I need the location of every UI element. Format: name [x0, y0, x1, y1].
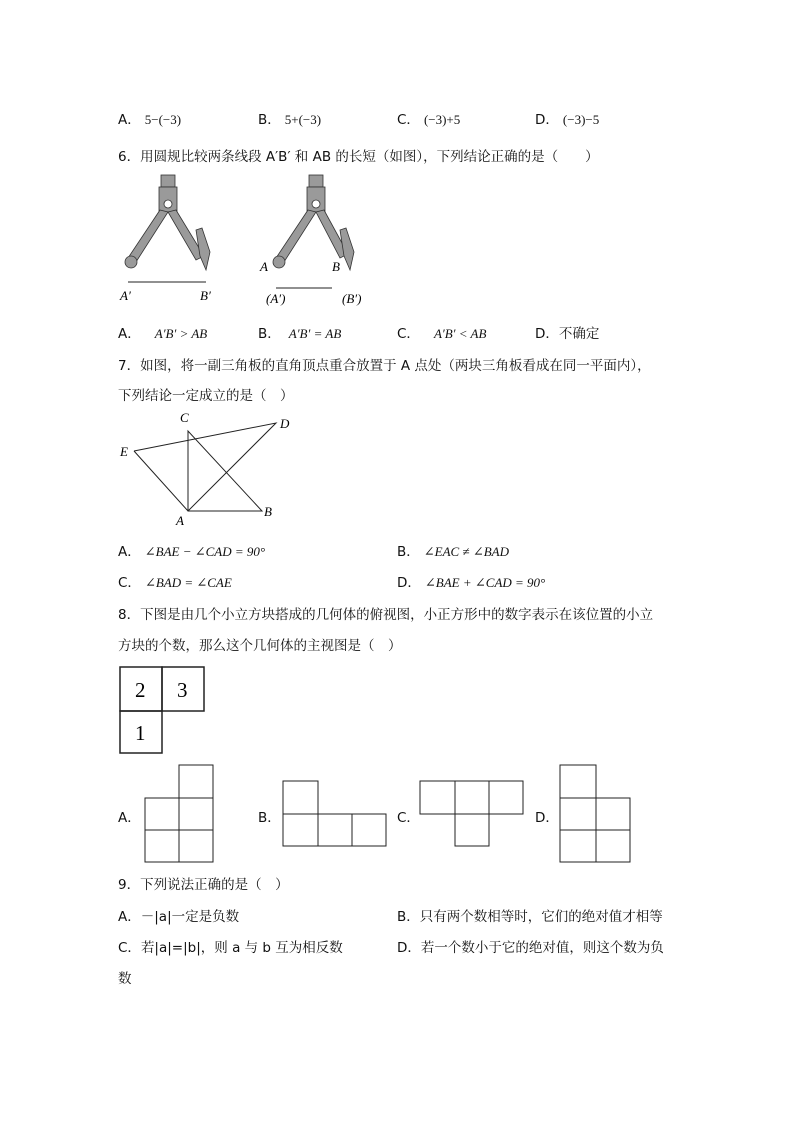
q6-option-b[interactable]: B． A′B′ = AB	[258, 326, 342, 342]
grid-cell-bottom-left: 1	[135, 721, 146, 745]
compass-left-icon	[125, 175, 210, 282]
q8-option-b-letter[interactable]: B．	[258, 810, 281, 826]
q8-option-c-letter[interactable]: C．	[397, 810, 420, 826]
q8-option-d-figure[interactable]	[558, 763, 634, 865]
q7-stem-line2: 下列结论一定成立的是（ ）	[118, 388, 294, 404]
grid-cell-top-left: 2	[135, 678, 146, 702]
q7-stem-line1: 7．如图，将一副三角板的直角顶点重合放置于 A 点处（两块三角板看成在同一平面内），	[118, 358, 651, 374]
q6-option-c[interactable]: C． A′B′ < AB	[397, 326, 487, 342]
grid-cell-top-right: 3	[177, 678, 188, 702]
fig6-right-label-b: B	[332, 259, 340, 274]
fig6-right-label-a: A	[260, 259, 268, 274]
q8-stem-line1: 8．下图是由几个小立方块搭成的几何体的俯视图，小正方形中的数字表示在该位置的小立	[118, 607, 654, 623]
q7-option-a[interactable]: A． ∠BAE − ∠CAD = 90°	[118, 544, 266, 560]
q5-option-c[interactable]: C． (−3)+5	[397, 112, 461, 128]
q6-compass-figure	[110, 170, 380, 310]
fig7-label-d: D	[280, 416, 290, 431]
q8-top-view-grid	[118, 665, 210, 757]
q7-triangle-figure	[112, 405, 312, 530]
q6-option-d[interactable]: D．不确定	[535, 326, 600, 342]
q7-option-d[interactable]: D． ∠BAE + ∠CAD = 90°	[397, 575, 546, 591]
q7-option-c[interactable]: C． ∠BAD = ∠CAE	[118, 575, 232, 591]
fig7-label-c: C	[180, 410, 189, 425]
q9-option-b[interactable]: B．只有两个数相等时，它们的绝对值才相等	[397, 909, 663, 925]
q8-option-a-letter[interactable]: A．	[118, 810, 141, 826]
q9-option-a[interactable]: A．－|a|一定是负数	[118, 909, 240, 925]
fig7-label-b: B	[264, 504, 272, 519]
compass-right-icon	[273, 175, 354, 288]
q9-stem: 9．下列说法正确的是（ ）	[118, 877, 289, 893]
fig7-label-e: E	[120, 444, 128, 459]
q8-option-a-figure[interactable]	[143, 763, 217, 865]
fig6-left-label-a: A′	[120, 288, 131, 303]
q8-option-b-figure[interactable]	[281, 779, 389, 849]
q6-stem: 6．用圆规比较两条线段 A′B′ 和 AB 的长短（如图），下列结论正确的是（ ）	[118, 149, 599, 165]
q9-option-d-wrap: 数	[118, 971, 132, 987]
q9-option-d[interactable]: D．若一个数小于它的绝对值，则这个数为负	[397, 940, 664, 956]
fig6-left-label-b: B′	[200, 288, 211, 303]
q5-option-d[interactable]: D． (−3)−5	[535, 112, 600, 128]
fig7-label-a: A	[176, 513, 184, 528]
fig6-right-label-a2: (A′)	[266, 291, 286, 306]
q8-stem-line2: 方块的个数，那么这个几何体的主视图是（ ）	[118, 638, 402, 654]
q8-option-c-figure[interactable]	[418, 779, 526, 849]
q7-option-b[interactable]: B． ∠EAC ≠ ∠BAD	[397, 544, 510, 560]
q8-option-d-letter[interactable]: D．	[535, 810, 559, 826]
q5-option-a[interactable]: A． 5−(−3)	[118, 112, 182, 128]
q6-option-a[interactable]: A． A′B′ > AB	[118, 326, 208, 342]
q9-option-c[interactable]: C．若|a|=|b|，则 a 与 b 互为相反数	[118, 940, 343, 956]
fig6-right-label-b2: (B′)	[342, 291, 362, 306]
q5-option-b[interactable]: B． 5+(−3)	[258, 112, 322, 128]
